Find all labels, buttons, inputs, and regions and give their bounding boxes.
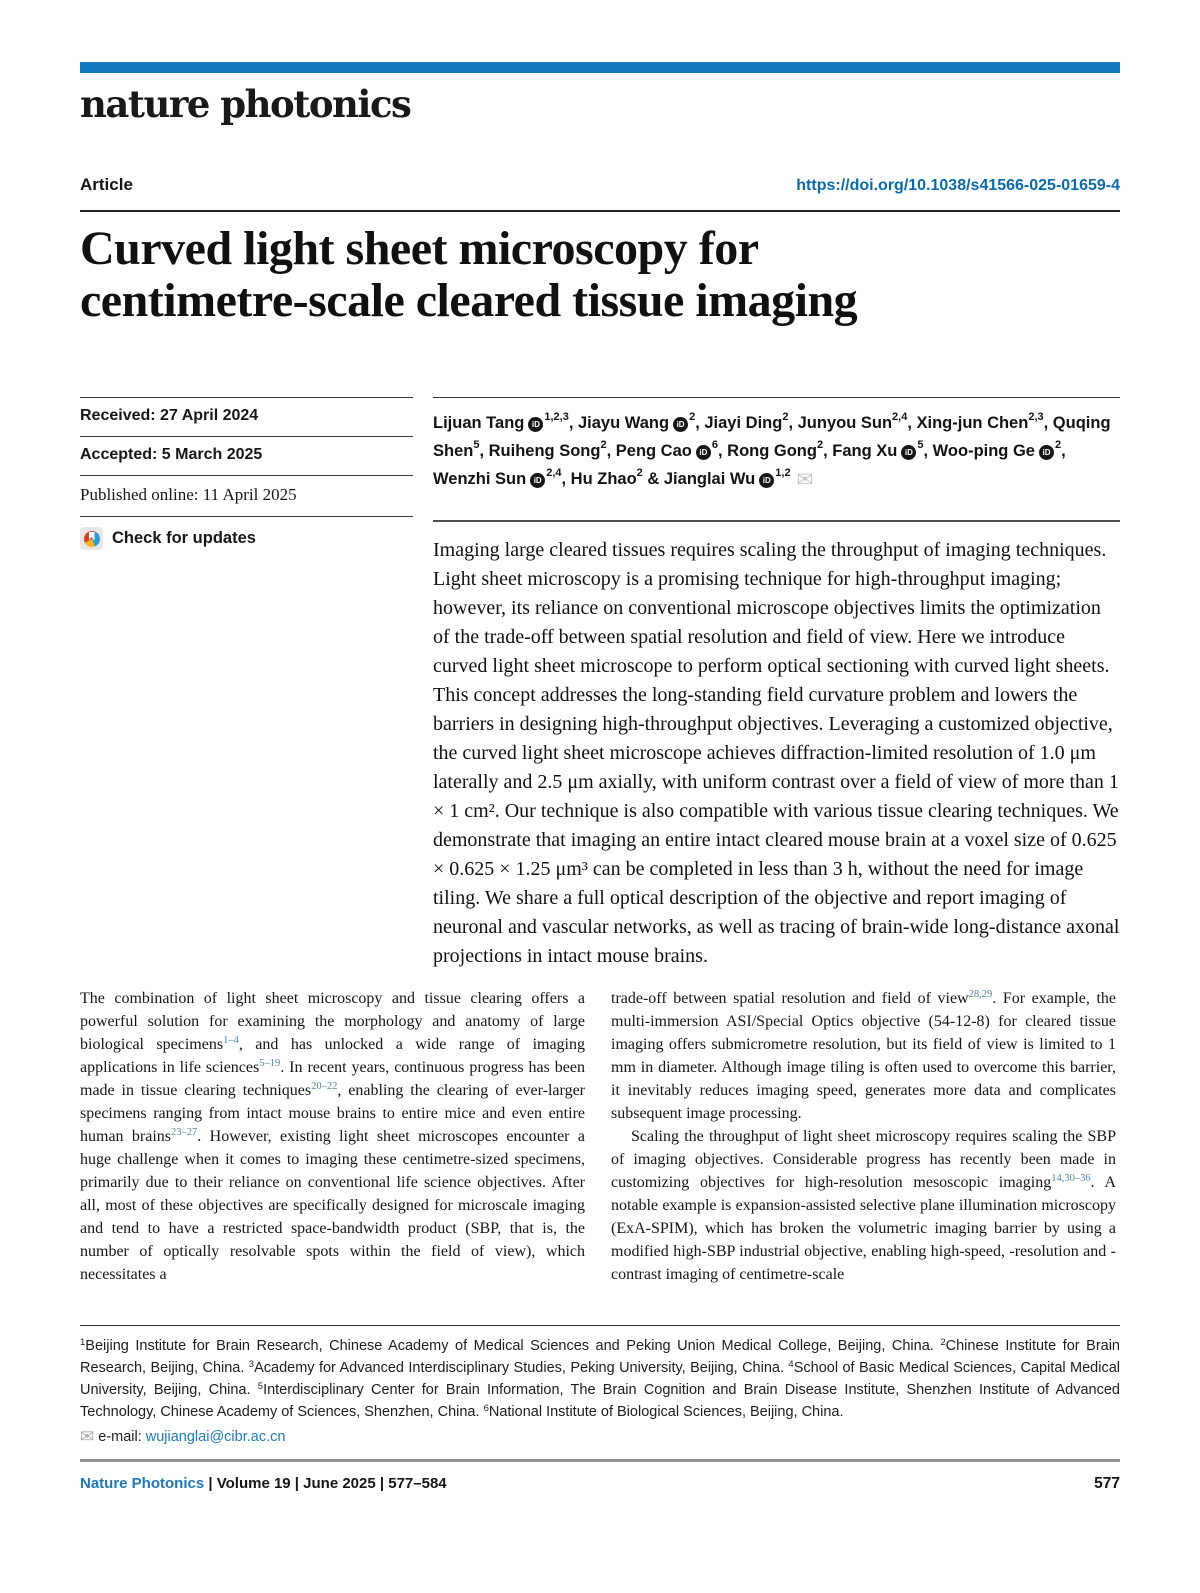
article-title-line1: Curved light sheet microscopy for (80, 222, 759, 275)
superscript: 5 (917, 439, 924, 451)
footer-divider (80, 1459, 1120, 1462)
superscript: 6 (483, 1403, 489, 1414)
body-paragraph: trade-off between spatial resolution and field of view$^{28,29}$. For example, the multi-immersion ASI/Special Optics objective (54-12-8) for cleared tissue imaging offers submicrometre resolution, but its field of view is limited to 1 mm in diameter. Although image tiling is often used to overcome this barrier, it inevitably reduces imaging speed, generates more data and complicates subsequent image processing. (611, 989, 1116, 1122)
article-header-row (80, 175, 1120, 195)
orcid-icon: iD (901, 445, 916, 460)
doi-link[interactable]: https://doi.org/10.1038/s41566-025-01659-4 (796, 177, 1120, 194)
envelope-icon: ✉ (80, 1427, 95, 1446)
body-paragraph: The combination of light sheet microscopy and tissue clearing offers a powerful solution for examining the morphology and anatomy of large biological specimens$^{1-4}$, and has unlocked a wide range of imaging applications in life sciences$^{5-19}$. In recent years, continuous progress has been made in tissue clearing techniques$^{20-22}$, enabling the clearing of ever-larger specimens ranging from intact mouse brains to entire mice and even entire human brains$^{23-27}$. However, existing light sheet microscopes encounter a huge challenge when it comes to imaging these centimetre-sized specimens, primarily due to their reliance on conventional life science objectives. After all, most of these objectives are specifically designed for microscale imaging and tend to have a restricted space-bandwidth product (SBP, that is, the number of optically resolvable spots within the field of view), which necessitates a (80, 990, 586, 1283)
received-date: Received: 27 April 2024 (80, 397, 413, 436)
author-list: Lijuan Tang iD$^{1,2,3}$, Jiayu Wang $iD^2$, Jiayi Ding$^2$, Junyou Sun$^{2,4}$, Xing-jun Chen$^{2,3}$, Quqing Shen$^5$, Ruiheng Song$^2$, Peng Cao $iD^6$, Rong Gong$^2$, Fang Xu $iD^5$, Woo-ping Ge $iD^2$, Wenzhi Sun iD$^{2,4}$, Hu Zhao$^2$ & Jianglai Wu iD$^{1,2}$ ✉ (433, 397, 1120, 494)
email-label: e-mail: (98, 1429, 142, 1445)
body-column-left (80, 987, 585, 1286)
accepted-date: Accepted: 5 March 2025 (80, 436, 413, 475)
body-paragraph: Scaling the throughput of light sheet microscopy requires scaling the SBP of imaging objectives. Considerable progress has recently been made in customizing objectives for high-resolution mesoscopic imaging$^{14,30-36}$. A notable example is expansion-assisted selective plane illumination microscopy (ExA-SPIM), which has broken the volumetric imaging barrier by using a modified high-SBP industrial objective, enabling high-speed, -resolution and -contrast imaging of centimetre-scale (611, 1128, 1116, 1283)
reference-citation[interactable]: 5–19 (259, 1058, 281, 1069)
superscript: 2,3 (1028, 411, 1044, 423)
footer-journal-link[interactable]: Nature Photonics (80, 1475, 205, 1492)
superscript: 5 (257, 1381, 264, 1392)
reference-citation[interactable]: 28,29 (968, 989, 993, 1000)
body-column-right (611, 987, 1116, 1286)
reference-citation[interactable]: 14,30–36 (1051, 1173, 1091, 1184)
authors-column (433, 397, 1120, 971)
footer-citation (80, 1475, 447, 1492)
footer-issue-info: | Volume 19 | June 2025 | 577–584 (204, 1475, 447, 1492)
reference-citation[interactable]: 23–27 (171, 1127, 198, 1138)
journal-logo: nature photonics (80, 82, 411, 126)
envelope-icon: ✉ (796, 469, 814, 491)
superscript: 1,2,3 (544, 411, 569, 423)
orcid-icon: iD (528, 417, 543, 432)
title-divider (80, 210, 1120, 212)
body-text-section (80, 987, 1120, 1286)
dates-column (80, 397, 413, 971)
abstract-text: Imaging large cleared tissues requires scaling the throughput of imaging techniques. Light sheet microscopy is a promising technique for high-throughput imaging; however, its reliance on conventional microscope objectives limits the optimization of the trade-off between spatial resolution and field of view. Here we introduce curved light sheet microscope to perform optical sectioning with curved light sheets. This concept addresses the long-standing field curvature problem and lowers the barriers in designing high-throughput objectives. Leveraging a customized objective, the curved light sheet microscope achieves diffraction-limited resolution of 1.0 μm laterally and 2.5 μm axially, with uniform contrast over a field of view of more than 1 × 1 cm². Our technique is also compatible with various tissue clearing techniques. We demonstrate that imaging an entire intact cleared mouse brain at a voxel size of 0.625 × 0.625 × 1.25 μm³ can be completed in less than 3 h, without the need for image tiling. We share a full optical description of the objective and report imaging of neuronal and vascular networks, as well as tracing of brain-wide long-distance axonal projections in intact mouse brains. (433, 539, 1120, 967)
brand-topbar (80, 62, 1120, 73)
reference-citation[interactable]: 20–22 (311, 1081, 338, 1092)
email-link[interactable]: wujianglai@cibr.ac.cn (145, 1429, 286, 1445)
article-title-line2: centimetre-scale cleared tissue imaging (80, 274, 858, 327)
superscript: 2,4 (546, 467, 562, 479)
superscript: 3 (248, 1359, 255, 1370)
superscript: 2 (636, 467, 643, 479)
crossmark-icon (80, 527, 103, 550)
check-for-updates-label: Check for updates (112, 529, 256, 547)
email-row (80, 1426, 1120, 1448)
superscript: 4 (788, 1359, 794, 1370)
superscript: 2 (940, 1337, 946, 1348)
article-type-label: Article (80, 175, 133, 194)
reference-citation[interactable]: 1–4 (223, 1035, 239, 1046)
orcid-icon: iD (1039, 445, 1054, 460)
superscript: 2 (782, 411, 789, 423)
superscript: 1 (80, 1337, 86, 1348)
orcid-icon: iD (530, 473, 545, 488)
superscript: 2 (600, 439, 607, 451)
article-title (80, 223, 1120, 327)
superscript: 6 (711, 439, 718, 451)
page-footer (80, 1475, 1120, 1493)
abstract-section (433, 520, 1120, 971)
superscript: 2 (816, 439, 824, 451)
orcid-icon: iD (673, 417, 688, 432)
check-for-updates-button[interactable] (80, 516, 413, 561)
superscript: 5 (473, 439, 480, 451)
orcid-icon: iD (759, 473, 774, 488)
superscript: 2 (1054, 439, 1062, 451)
meta-and-authors-section (80, 397, 1120, 971)
orcid-icon: iD (696, 445, 711, 460)
page-number: 577 (1094, 1475, 1120, 1492)
published-date: Published online: 11 April 2025 (80, 475, 413, 516)
superscript: 2,4 (892, 411, 908, 423)
superscript: 1,2 (775, 467, 791, 479)
superscript: 2 (689, 411, 696, 423)
affiliations-footnote: $^1$Beijing Institute for Brain Research, Chinese Academy of Medical Sciences and Peking Union Medical College, Beijing, China. $^2$Chinese Institute for Brain Research, Beijing, China. $^3$Academy for Advanced Interdisciplinary Studies, Peking University, Beijing, China. $^4$School of Basic Medical Sciences, Capital Medical University, Beijing, China. $^5$Interdisciplinary Center for Brain Information, The Brain Cognition and Brain Disease Institute, Shenzhen Institute of Advanced Technology, Chinese Academy of Sciences, Shenzhen, China. $^6$National Institute of Biological Sciences, Beijing, China. (80, 1325, 1120, 1423)
